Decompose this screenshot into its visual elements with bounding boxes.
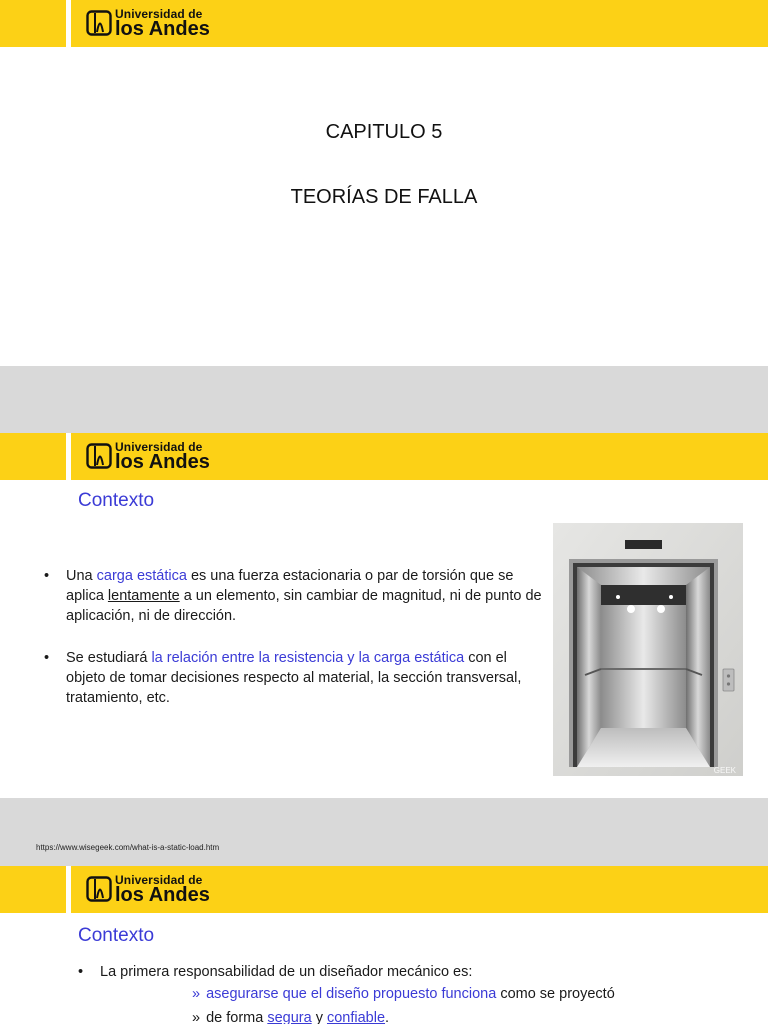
- underlined-word: lentamente: [107, 588, 180, 604]
- slide-header: [0, 433, 768, 480]
- bullet-icon: •: [78, 964, 84, 980]
- bullet-icon: •: [44, 650, 50, 666]
- logo-emblem-icon: [86, 10, 112, 36]
- bullet-text-post: a un elemento, sin cambiar de magnitud, ni de punto de aplicación, ni de dirección.: [66, 588, 542, 624]
- term-reliable: confiable: [326, 1010, 386, 1024]
- logo-line2: los Andes: [115, 17, 210, 40]
- section-title: Contexto: [78, 490, 155, 511]
- elevator-photo: [553, 523, 743, 776]
- header-divider: [66, 433, 71, 480]
- university-logo: [86, 872, 210, 906]
- bullet-list: [78, 962, 738, 986]
- bullet-item: [78, 962, 738, 982]
- slide-header: [0, 866, 768, 913]
- bullet-text-pre: Una: [66, 568, 97, 584]
- term-static-load: carga estática: [96, 568, 187, 584]
- bullet-list: [44, 566, 544, 730]
- logo-emblem-icon: [86, 876, 112, 902]
- bullet-icon: •: [44, 568, 50, 584]
- sub-bullet-icon: »: [192, 986, 201, 1002]
- sub-bullet-text-post: .: [385, 1010, 390, 1024]
- term-safe: segura: [267, 1010, 312, 1024]
- university-logo: [86, 6, 210, 40]
- bullet-text: La primera responsabilidad de un diseñador mecánico es:: [100, 964, 473, 980]
- term-design-works: asegurarse que el diseño propuesto funciona: [206, 986, 497, 1002]
- slide-header: [0, 0, 768, 47]
- sub-bullet-item: [192, 1008, 389, 1024]
- logo-line2: los Andes: [115, 450, 210, 473]
- chapter-subtitle: TEORÍAS DE FALLA: [290, 186, 478, 208]
- university-logo: [86, 439, 210, 473]
- header-divider: [66, 0, 71, 47]
- bullet-text-pre: Se estudiará: [66, 650, 152, 666]
- logo-line1: Universidad de: [115, 6, 203, 21]
- bullet-text-mid: es una fuerza estacionaria o par de torsión que se aplica: [66, 568, 514, 604]
- sub-bullet-item: [192, 984, 615, 1004]
- logo-line1: Universidad de: [115, 872, 203, 887]
- header-divider: [66, 866, 71, 913]
- sub-bullet-text-mid: y: [311, 1010, 327, 1024]
- sub-bullet-text-post: como se proyectó: [496, 986, 615, 1002]
- logo-emblem-icon: [86, 443, 112, 469]
- chapter-title: CAPITULO 5: [325, 121, 443, 143]
- logo-line1: Universidad de: [115, 439, 203, 454]
- bullet-item: [44, 566, 544, 626]
- slide-title: [0, 0, 768, 366]
- photo-watermark: GEEK: [713, 766, 736, 775]
- term-resistance-relation: la relación entre la resistencia y la carga estática: [151, 650, 465, 666]
- bullet-text-post: con el objeto de tomar decisiones respecto al material, la sección transversal, tratamiento, etc.: [66, 650, 522, 706]
- bullet-item: [44, 648, 544, 708]
- source-link[interactable]: https://www.wisegeek.com/what-is-a-static-load.htm: [36, 843, 220, 852]
- slide-context-1: [0, 433, 768, 798]
- slide-context-2: [0, 866, 768, 1024]
- section-title: Contexto: [78, 925, 155, 946]
- sub-bullet-text-pre: de forma: [206, 1010, 268, 1024]
- logo-line2: los Andes: [115, 883, 210, 906]
- sub-bullet-icon: »: [192, 1010, 201, 1024]
